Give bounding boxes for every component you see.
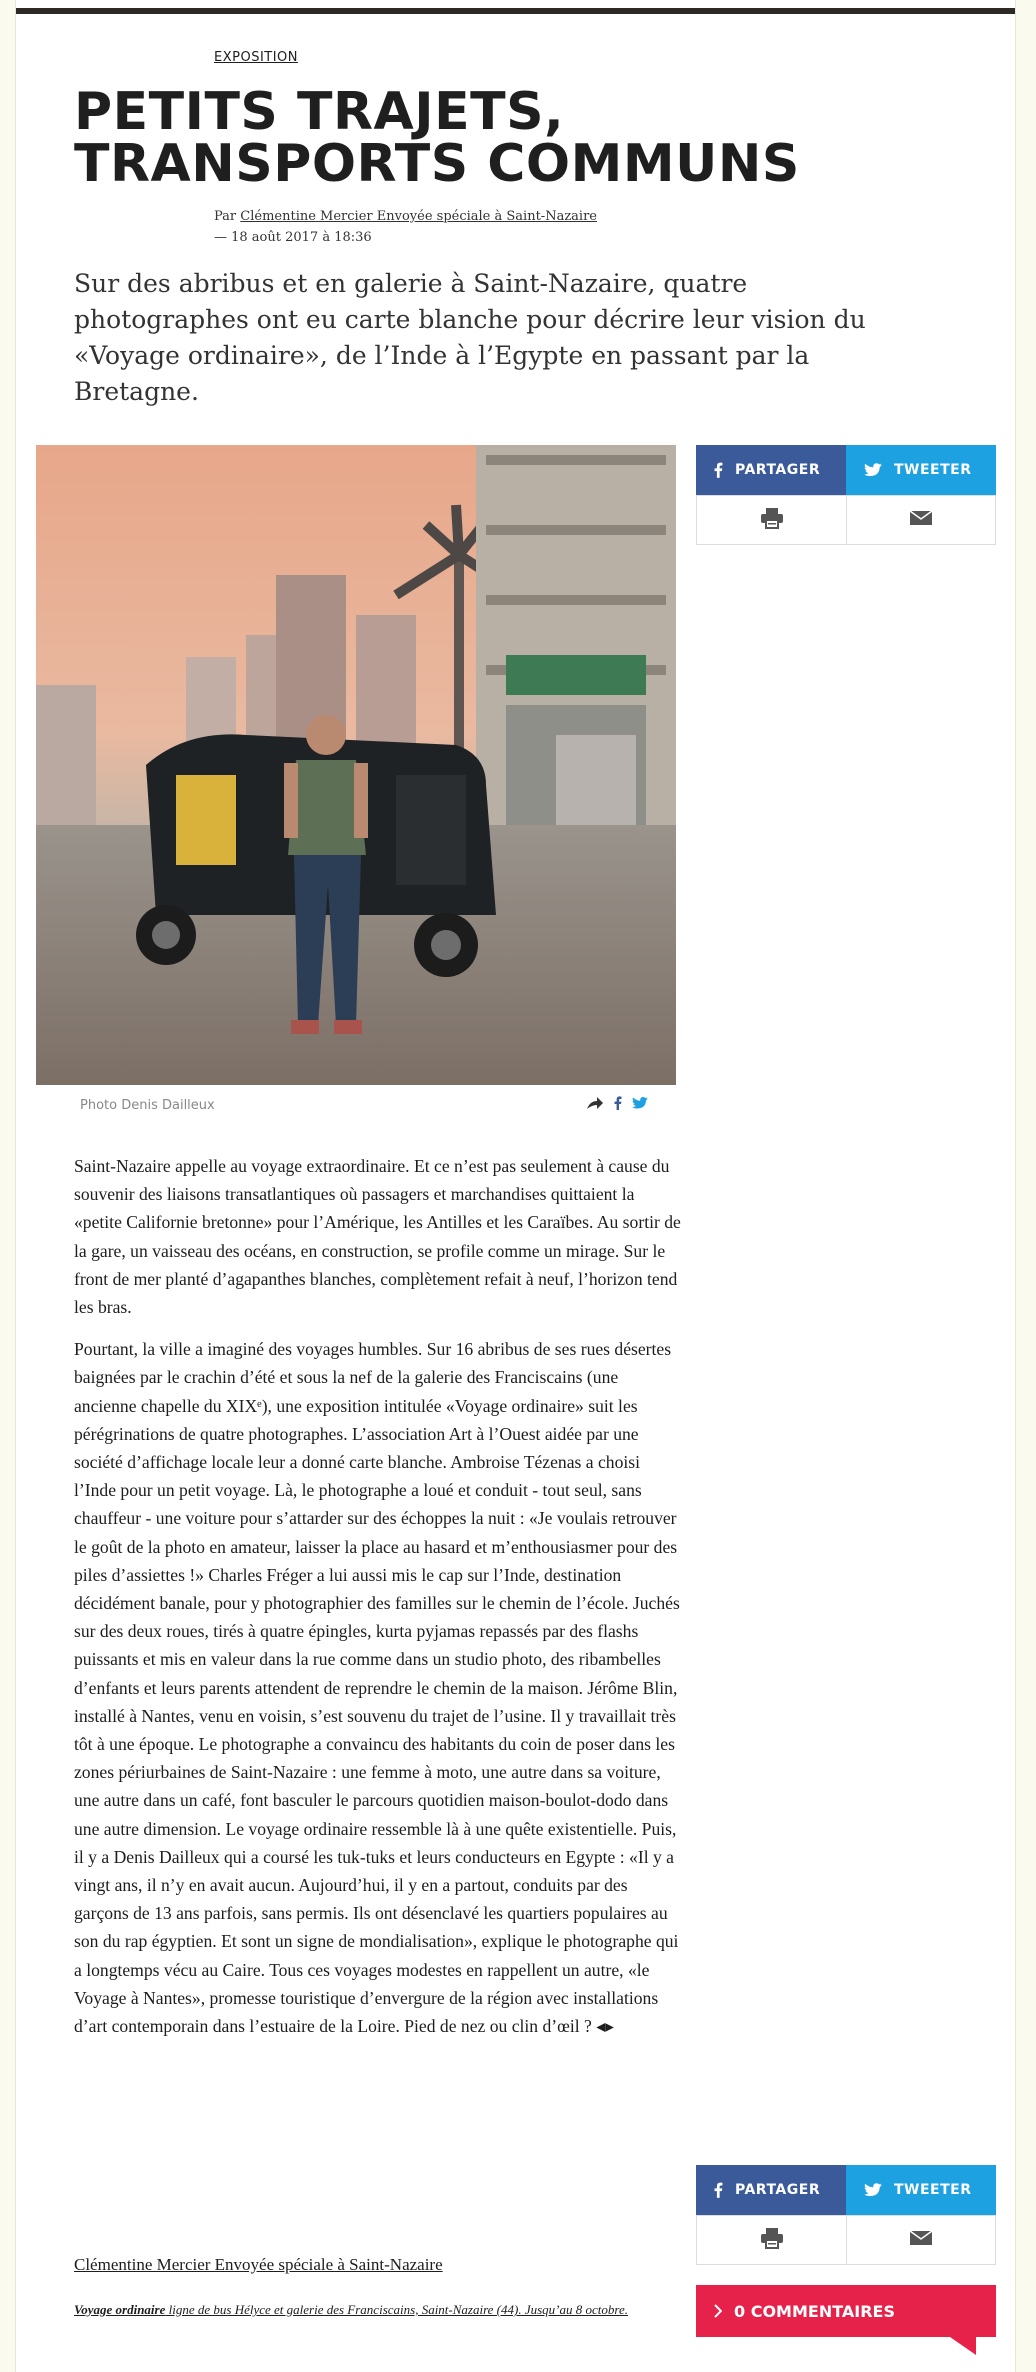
facebook-icon bbox=[714, 2182, 723, 2198]
share-box-top bbox=[696, 445, 996, 545]
print-button[interactable] bbox=[696, 2215, 846, 2265]
publication-date: — 18 août 2017 à 18:36 bbox=[214, 230, 372, 245]
article-page bbox=[15, 0, 1016, 2372]
twitter-share-button[interactable] bbox=[846, 445, 996, 495]
facebook-share-button[interactable] bbox=[696, 2165, 846, 2215]
facebook-share-label: PARTAGER bbox=[735, 462, 821, 478]
rubric-link[interactable]: EXPOSITION bbox=[214, 50, 299, 65]
article-lead: Sur des abribus et en galerie à Saint-Nazaire, quatre photographes ont eu carte blanche pour décrire leur vision du «Voyage ordinaire», de l’Inde à l’Egypte en passant par la Bretagne. bbox=[74, 269, 866, 406]
facebook-icon bbox=[714, 462, 723, 478]
twitter-share-label: TWEETER bbox=[894, 462, 972, 478]
byline-prefix: Par bbox=[214, 209, 237, 224]
photo-tuk-tuk-driver bbox=[36, 445, 676, 1085]
email-button[interactable] bbox=[846, 2215, 996, 2265]
twitter-icon bbox=[864, 2183, 882, 2198]
twitter-icon[interactable] bbox=[632, 1095, 648, 1114]
twitter-icon bbox=[864, 463, 882, 478]
article-body bbox=[74, 1152, 682, 2054]
article-paragraph: Saint-Nazaire appelle au voyage extraordinaire. Et ce n’est pas seulement à cause du souvenir des liaisons transatlantiques où passagers et marchandises quittaient la «petite Californie bretonne» pour l’Amérique, les Antilles et les Caraïbes. Au sortir de la gare, un vaisseau des océans, en construction, se profile comme un mirage. Sur le front de mer planté d’agapanthes blanches, complètement refait à neuf, l’horizon tend les bras. bbox=[74, 1156, 681, 1318]
top-bar bbox=[16, 8, 1015, 14]
article-paragraph: Pourtant, la ville a imaginé des voyages humbles. Sur 16 abribus de ses rues désertes baignées par le crachin d’été et sous la nef de la galerie des Franciscains (une ancienne chapelle du XIXᵉ), une exposition intitulée «Voyage ordinaire» suit les pérégrinations de quatre photographes. L’association Art à l’Ouest aidée par une société d’affichage locale leur a donné carte blanche. Ambroise Tézenas a choisi l’Inde pour un petit voyage. Là, le photographe a loué et conduit - tout seul, sans chauffeur - une voiture pour s’attarder sur des échoppes la nuit : «Je voulais retrouver le goût de la photo en amateur, laisser la place au hasard et m’enthousiasmer pour des piles d’assiettes !» Charles Fréger a lui aussi mis le cap sur l’Inde, destination décidément banale, pour y photographier des familles sur le chemin de l’école. Juchés sur des deux roues, tirés à quatre épingles, kurta pyjamas repassés par des flashs puissants et mis en valeur dans la rue comme dans un studio photo, des ribambelles d’enfants et leurs parents attendent de reprendre le chemin de la maison. Jérôme Blin, installé à Nantes, venu en voisin, s’est souvenu du trajet de l’usine. Il y travaillait très tôt à une époque. Le photographe a convaincu des habitants du coin de poser dans les zones périurbaines de Saint-Nazaire : une femme à moto, une autre dans sa voiture, une autre dans un café, font basculer le parcours quotidien maison-boulot-dodo dans une autre dimension. Le voyage ordinaire ressemble là à une quête existentielle. Puis, il y a Denis Dailleux qui a coursé les tuk-tuks et leurs conducteurs en Egypte : «Il y a vingt ans, il n’y en avait aucun. Aujourd’hui, il y en a partout, conduits par des garçons de 13 ans parfois, sans permis. Ils ont désenclavé les quartiers populaires au son du rap égyptien. Et sont un signe de mondialisation», explique le photographe qui a longtemps vécu au Caire. Tous ces voyages modestes en rappellent un autre, «le Voyage à Nantes», promesse touristique d’envergure de la région avec installations d’art contemporain dans l’estuaire de la Loire. Pied de nez ou clin d’œil ? ◂▸ bbox=[74, 1339, 680, 2037]
printer-icon bbox=[760, 507, 784, 533]
twitter-share-button[interactable] bbox=[846, 2165, 996, 2215]
printer-icon bbox=[760, 2227, 784, 2253]
envelope-icon bbox=[909, 2230, 933, 2250]
twitter-share-label: TWEETER bbox=[894, 2182, 972, 2198]
envelope-icon bbox=[909, 510, 933, 530]
photo-caption: Photo Denis Dailleux bbox=[80, 1098, 215, 1113]
article-signature[interactable]: Clémentine Mercier Envoyée spéciale à Saint-Nazaire bbox=[74, 2255, 443, 2274]
share-arrow-icon[interactable] bbox=[586, 1095, 604, 1114]
author-link[interactable]: Clémentine Mercier Envoyée spéciale à Saint-Nazaire bbox=[240, 209, 597, 224]
exhibition-info bbox=[74, 2296, 664, 2324]
speech-bubble-tail bbox=[950, 2337, 976, 2355]
share-box-bottom bbox=[696, 2165, 996, 2265]
comments-label: 0 COMMENTAIRES bbox=[734, 2301, 895, 2321]
photo-share-icons bbox=[586, 1095, 648, 1114]
email-button[interactable] bbox=[846, 495, 996, 545]
article-photo[interactable] bbox=[36, 445, 676, 1085]
print-button[interactable] bbox=[696, 495, 846, 545]
comments-button[interactable] bbox=[696, 2285, 996, 2337]
article-title: PETITS TRAJETS, TRANSPORTS COMMUNS bbox=[74, 82, 800, 194]
facebook-share-button[interactable] bbox=[696, 445, 846, 495]
chevron-right-icon bbox=[714, 2304, 722, 2318]
facebook-icon[interactable] bbox=[614, 1095, 622, 1114]
byline bbox=[214, 206, 597, 248]
exhibition-title: Voyage ordinaire bbox=[74, 2302, 166, 2317]
facebook-share-label: PARTAGER bbox=[735, 2182, 821, 2198]
exhibition-details: ligne de bus Hélyce et galerie des Franciscains, Saint-Nazaire (44). Jusqu’au 8 octobre. bbox=[165, 2302, 628, 2317]
